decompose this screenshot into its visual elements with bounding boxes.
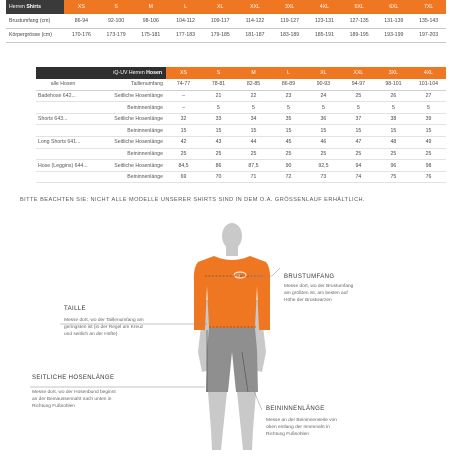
table-cell: 15 bbox=[341, 125, 376, 137]
table-cell: 193-199 bbox=[376, 28, 411, 42]
table-cell: 5 bbox=[341, 102, 376, 114]
row-sublabel: Seitliche Hosenlänge bbox=[88, 113, 166, 125]
table-cell: 123-131 bbox=[307, 14, 342, 28]
table-cell: 71 bbox=[236, 171, 271, 183]
table-cell: 96 bbox=[376, 160, 411, 172]
figure-neck bbox=[226, 246, 238, 256]
table-cell: 70 bbox=[201, 171, 236, 183]
size-header: XL bbox=[306, 67, 341, 79]
size-header: S bbox=[201, 67, 236, 79]
table-cell: 15 bbox=[376, 125, 411, 137]
table-cell: 45 bbox=[271, 137, 306, 149]
size-header: 4XL bbox=[307, 0, 342, 14]
size-header: XL bbox=[203, 0, 238, 14]
beininnenlaenge-desc: Messe an der Beininnenseite von oben entlang der Innennaht in Richtung Fußsohlen bbox=[266, 418, 337, 437]
table-cell: 42 bbox=[166, 137, 201, 149]
table-cell: 189-195 bbox=[342, 28, 377, 42]
row-sublabel: Seitliche Hosenlänge bbox=[88, 137, 166, 149]
row-sublabel: Seitliche Hosenlänge bbox=[88, 160, 166, 172]
table-cell: 25 bbox=[271, 148, 306, 160]
table-cell: 76 bbox=[411, 171, 446, 183]
table-cell: 15 bbox=[236, 125, 271, 137]
table-cell: 109-117 bbox=[203, 14, 238, 28]
table-cell: 34 bbox=[236, 113, 271, 125]
table-cell: 86-89 bbox=[271, 79, 306, 91]
svg-text:iQ: iQ bbox=[236, 273, 240, 278]
table-cell: 25 bbox=[341, 148, 376, 160]
figure-head bbox=[222, 223, 242, 249]
table-cell: 33 bbox=[201, 113, 236, 125]
table-cell: 5 bbox=[201, 102, 236, 114]
product-label: Badehose 642... bbox=[36, 90, 88, 102]
taille-title: TAILLE bbox=[64, 306, 86, 312]
table-cell: 119-127 bbox=[272, 14, 307, 28]
table-cell: 94-97 bbox=[341, 79, 376, 91]
table-cell: 5 bbox=[271, 102, 306, 114]
row-sublabel: Beininnenlänge bbox=[88, 148, 166, 160]
table-cell: 127-135 bbox=[342, 14, 377, 28]
table-cell: 22 bbox=[236, 90, 271, 102]
table-cell: 183-189 bbox=[272, 28, 307, 42]
table-cell: 25 bbox=[236, 148, 271, 160]
table-cell: 5 bbox=[376, 102, 411, 114]
size-header: XXL bbox=[238, 0, 273, 14]
table-cell: 26 bbox=[376, 90, 411, 102]
figure-shirt bbox=[194, 256, 270, 330]
table-cell: 38 bbox=[376, 113, 411, 125]
table-cell: 21 bbox=[201, 90, 236, 102]
table-cell: 15 bbox=[201, 125, 236, 137]
table-cell: 98-101 bbox=[376, 79, 411, 91]
table-cell: 27 bbox=[411, 90, 446, 102]
table-cell: 98-106 bbox=[133, 14, 168, 28]
table-cell: – bbox=[166, 102, 201, 114]
table-cell: 46 bbox=[306, 137, 341, 149]
row-label: Körpergrösse (cm) bbox=[6, 28, 64, 42]
table-cell: 94 bbox=[341, 160, 376, 172]
taille-desc: Messe dort, wo der Taillenumfang am geringsten ist (in der Regel am Kreuz und seitlich an der Hüfte) bbox=[64, 318, 144, 337]
table-cell: 72 bbox=[271, 171, 306, 183]
table-cell: 36 bbox=[306, 113, 341, 125]
table-cell: 39 bbox=[411, 113, 446, 125]
table-cell: 181-187 bbox=[238, 28, 273, 42]
table-cell: 173-179 bbox=[99, 28, 134, 42]
size-header: M bbox=[133, 0, 168, 14]
product-label: Hose (Leggins) 644... bbox=[36, 160, 88, 172]
table-cell: 104-112 bbox=[168, 14, 203, 28]
table-cell: 98 bbox=[411, 160, 446, 172]
table-cell: 24 bbox=[306, 90, 341, 102]
table-cell: 92-100 bbox=[99, 14, 134, 28]
table-cell: 49 bbox=[411, 137, 446, 149]
size-header: XS bbox=[166, 67, 201, 79]
row-sublabel: Beininnenlänge bbox=[88, 171, 166, 183]
table-cell: 197-203 bbox=[411, 28, 446, 42]
size-header: XXL bbox=[341, 67, 376, 79]
product-label: Shorts 643... bbox=[36, 113, 88, 125]
table-cell: 15 bbox=[411, 125, 446, 137]
table-cell: 37 bbox=[341, 113, 376, 125]
table-cell: 15 bbox=[271, 125, 306, 137]
table-cell: 179-185 bbox=[203, 28, 238, 42]
table-cell: 84,5 bbox=[166, 160, 201, 172]
table-cell: 5 bbox=[306, 102, 341, 114]
row-sublabel: Taillenumfang bbox=[88, 79, 166, 91]
figure-pants bbox=[206, 328, 258, 392]
pants-table-title: iQ-UV Herren Hosen bbox=[36, 67, 166, 79]
table-cell: 74-77 bbox=[166, 79, 201, 91]
table-cell: 101-104 bbox=[411, 79, 446, 91]
size-header: XS bbox=[64, 0, 99, 14]
table-cell: 73 bbox=[306, 171, 341, 183]
table-cell: 25 bbox=[376, 148, 411, 160]
table-cell: 90-93 bbox=[306, 79, 341, 91]
row-sublabel: Beininnenlänge bbox=[88, 102, 166, 114]
size-header: 4XL bbox=[411, 67, 446, 79]
table-cell: 25 bbox=[306, 148, 341, 160]
brustumfang-title: BRUSTUMFANG bbox=[284, 274, 335, 280]
size-header: 7XL bbox=[411, 0, 446, 14]
table-cell: 23 bbox=[271, 90, 306, 102]
table-cell: 15 bbox=[166, 125, 201, 137]
table-cell: 131-139 bbox=[376, 14, 411, 28]
table-cell: 44 bbox=[236, 137, 271, 149]
table-cell: 5 bbox=[411, 102, 446, 114]
table-cell: 48 bbox=[376, 137, 411, 149]
size-header: 3XL bbox=[272, 0, 307, 14]
table-cell: 25 bbox=[341, 90, 376, 102]
table-cell: 25 bbox=[411, 148, 446, 160]
table-cell: 90 bbox=[271, 160, 306, 172]
table-cell: 69 bbox=[166, 171, 201, 183]
table-cell: 114-122 bbox=[238, 14, 273, 28]
table-cell: 86-94 bbox=[64, 14, 99, 28]
table-cell: 47 bbox=[341, 137, 376, 149]
size-header: L bbox=[271, 67, 306, 79]
product-label: Long Shorts 641... bbox=[36, 137, 88, 149]
figure-left-leg bbox=[208, 392, 227, 450]
size-header: L bbox=[168, 0, 203, 14]
table-cell: – bbox=[166, 90, 201, 102]
table-cell: 25 bbox=[166, 148, 201, 160]
table-cell: 170-176 bbox=[64, 28, 99, 42]
row-label: Brustumfang (cm) bbox=[6, 14, 64, 28]
table-cell: 75 bbox=[376, 171, 411, 183]
size-header: 6XL bbox=[376, 0, 411, 14]
table-cell: 185-191 bbox=[307, 28, 342, 42]
table-cell: 43 bbox=[201, 137, 236, 149]
seitliche-hosenlaenge-desc: Messe dort, wo der Hosenbund beginnt an der Beinaussennaht nach unten in Richtung Fußsohlen bbox=[32, 390, 116, 409]
size-header: S bbox=[99, 0, 134, 14]
table-cell: 78-81 bbox=[201, 79, 236, 91]
table-cell: 82-85 bbox=[236, 79, 271, 91]
shirts-table-title: Herren Shirts bbox=[6, 0, 64, 14]
size-header: M bbox=[236, 67, 271, 79]
availability-note: BITTE BEACHTEN SIE: NICHT ALLE MODELLE UNSERER SHIRTS SIND IN DEM O.A. GRÖSSENLAUF ERHÄLTLICH. bbox=[20, 197, 366, 203]
row-label: alle Hosen bbox=[36, 79, 88, 91]
figure-right-leg bbox=[237, 392, 256, 450]
row-sublabel: Beininnenlänge bbox=[88, 125, 166, 137]
table-cell: 35 bbox=[271, 113, 306, 125]
seitliche-hosenlaenge-title: SEITLICHE HOSENLÄNGE bbox=[32, 375, 115, 381]
size-header: 5XL bbox=[342, 0, 377, 14]
table-cell: 15 bbox=[306, 125, 341, 137]
table-cell: 175-181 bbox=[133, 28, 168, 42]
table-cell: 86 bbox=[201, 160, 236, 172]
size-header: 3XL bbox=[376, 67, 411, 79]
beininnenlaenge-title: BEININNENLÄNGE bbox=[266, 406, 325, 412]
table-cell: 32 bbox=[166, 113, 201, 125]
table-cell: 177-183 bbox=[168, 28, 203, 42]
table-cell: 74 bbox=[341, 171, 376, 183]
table-cell: 5 bbox=[236, 102, 271, 114]
row-sublabel: Seitliche Hosenlänge bbox=[88, 90, 166, 102]
brustumfang-desc: Messe dort, wo der Brustumfang am größten ist, am besten auf Höhe der Brustwarzen bbox=[284, 284, 354, 303]
table-cell: 92,5 bbox=[306, 160, 341, 172]
table-cell: 25 bbox=[201, 148, 236, 160]
table-cell: 135-143 bbox=[411, 14, 446, 28]
table-cell: 87,5 bbox=[236, 160, 271, 172]
